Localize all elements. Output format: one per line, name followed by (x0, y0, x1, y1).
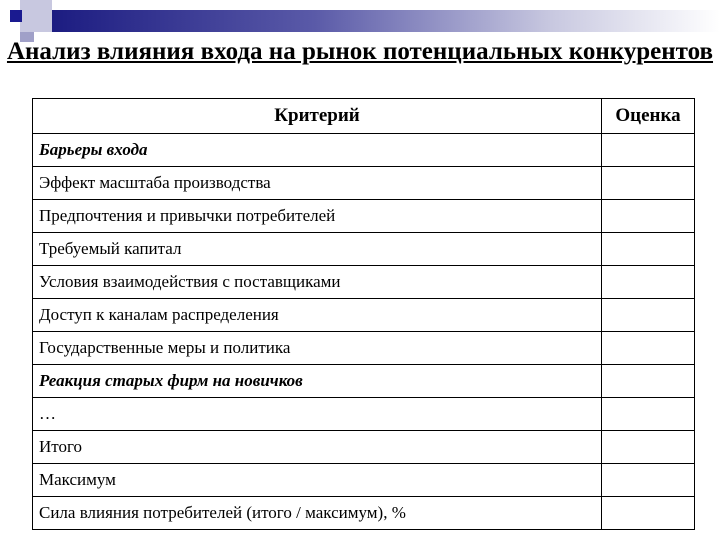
table-row (33, 233, 695, 266)
score-cell[interactable] (602, 233, 695, 266)
criterion-cell: Эффект масштаба производства (33, 167, 602, 200)
score-cell[interactable] (602, 398, 695, 431)
table-row (33, 200, 695, 233)
table-row (33, 299, 695, 332)
score-cell[interactable] (602, 464, 695, 497)
score-cell[interactable] (602, 167, 695, 200)
criterion-cell: Итого (33, 431, 602, 464)
table-row (33, 464, 695, 497)
criterion-cell: Сила влияния потребителей (итого / максимум), % (33, 497, 602, 530)
criterion-cell: … (33, 398, 602, 431)
table-row (33, 431, 695, 464)
score-cell[interactable] (602, 134, 695, 167)
score-cell[interactable] (602, 365, 695, 398)
criterion-cell: Требуемый капитал (33, 233, 602, 266)
header-decoration-bar (44, 10, 720, 32)
table-row (33, 398, 695, 431)
criterion-cell: Условия взаимодействия с поставщиками (33, 266, 602, 299)
decor-square (20, 0, 52, 32)
criteria-table (32, 98, 695, 530)
table-row (33, 365, 695, 398)
table-row (33, 134, 695, 167)
criterion-cell: Доступ к каналам распределения (33, 299, 602, 332)
criterion-cell: Предпочтения и привычки потребителей (33, 200, 602, 233)
decor-square (10, 10, 22, 22)
criterion-cell: Барьеры входа (33, 134, 602, 167)
score-cell[interactable] (602, 431, 695, 464)
score-cell[interactable] (602, 200, 695, 233)
table-row (33, 266, 695, 299)
table-row (33, 167, 695, 200)
page-title: Анализ влияния входа на рынок потенциальных конкурентов (6, 38, 714, 65)
table-row (33, 497, 695, 530)
criterion-cell: Реакция старых фирм на новичков (33, 365, 602, 398)
score-cell[interactable] (602, 332, 695, 365)
score-cell[interactable] (602, 299, 695, 332)
score-cell[interactable] (602, 266, 695, 299)
table-row (33, 332, 695, 365)
criterion-cell: Максимум (33, 464, 602, 497)
criterion-cell: Государственные меры и политика (33, 332, 602, 365)
header-criterion: Критерий (33, 99, 602, 134)
score-cell[interactable] (602, 497, 695, 530)
header-score: Оценка (602, 99, 695, 134)
